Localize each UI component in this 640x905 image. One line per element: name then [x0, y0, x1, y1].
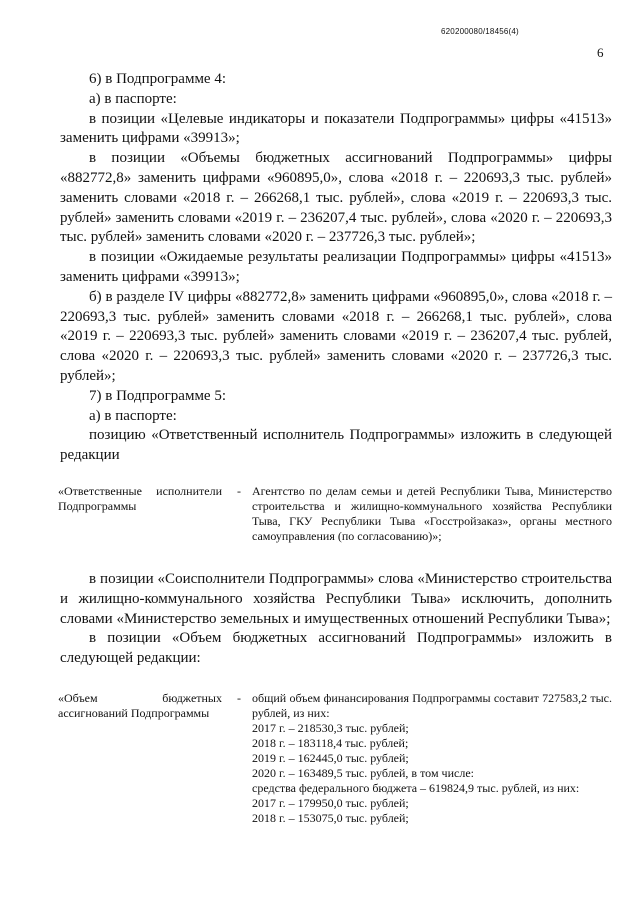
paragraph: в позиции «Ожидаемые результаты реализации Подпрограммы» цифры «41513» заменить цифрами «39913»;: [60, 249, 612, 285]
paragraph: в позиции «Соисполнители Подпрограммы» слова «Министерство строительства и жилищно-коммунального хозяйства Республики Тыва» исключить, дополнить словами «Министерство земельных и имущественных отношений Республики Тыва»;: [60, 570, 612, 627]
table-value-line: 2018 г. – 153075,0 тыс. рублей;: [252, 810, 409, 825]
table-value-line: 2018 г. – 183118,4 тыс. рублей;: [252, 735, 409, 750]
paragraph: б) в разделе IV цифры «882772,8» заменить цифрами «960895,0», слова «2018 г. – 220693,3 тыс. рублей» заменить словами «2018 г. – 266268,1 тыс. рублей», слова «2019 г. – 220693,3 тыс. рублей» заменить словами «2019 г. – 236207,4 тыс. рублей, слова «2020 г. – 220693,3 тыс. рублей» заменить словами «2020 г. – 237726,3 тыс. рублей»;: [60, 288, 612, 384]
document-code: 620200080/18456(4): [441, 27, 519, 36]
table-value-line: 2017 г. – 218530,3 тыс. рублей;: [252, 720, 409, 735]
paragraph: а) в паспорте:: [89, 407, 177, 424]
paragraph: в позиции «Объемы бюджетных ассигнований Подпрограммы» цифры «882772,8» заменить цифрами «960895,0», слова «2018 г. – 220693,3 тыс. рублей» заменить словами «2018 г. – 266268,1 тыс. рублей», слова «2019 г. – 220693,3 тыс. рублей» заменить словами «2019 г. – 236207,4 тыс. рублей», слова «2020 г. – 220693,3 тыс. рублей» заменить словами «2020 г. – 237726,3 тыс. рублей»;: [60, 150, 612, 246]
passport-table-responsible: [58, 484, 612, 544]
table-dash: -: [237, 690, 241, 705]
table-value-line: 2019 г. – 162445,0 тыс. рублей;: [252, 750, 409, 765]
paragraph: в позиции «Целевые индикаторы и показатели Подпрограммы» цифры «41513» заменить цифрами «39913»;: [60, 110, 612, 147]
table-label: «Объем бюджетных ассигнований Подпрограммы: [58, 690, 222, 720]
paragraph: 7) в Подпрограмме 5:: [89, 387, 227, 404]
passport-table-budget: [58, 691, 612, 826]
table-value: [252, 691, 612, 826]
table-value: Агентство по делам семьи и детей Республики Тыва, Министерство строительства и жилищно-коммунального хозяйства Республики Тыва, ГКУ Республики Тыва «Госстройзаказ», органы местного самоуправления (по согласованию)»;: [252, 483, 612, 543]
table-value-line: средства федерального бюджета – 619824,9 тыс. рублей, из них:: [252, 780, 580, 795]
table-label: «Ответственные исполнители Подпрограммы: [58, 483, 222, 513]
paragraph: позицию «Ответственный исполнитель Подпрограммы» изложить в следующей редакции: [60, 427, 612, 464]
table-value-line: общий объем финансирования Подпрограммы составит 727583,2 тыс. рублей, из них:: [252, 690, 612, 720]
paragraph: в позиции «Объем бюджетных ассигнований Подпрограммы» изложить в следующей редакции:: [60, 630, 612, 667]
table-dash: -: [237, 483, 241, 498]
document-body: [60, 70, 612, 826]
page-number: 6: [597, 45, 604, 60]
paragraph: а) в паспорте:: [89, 90, 177, 107]
paragraph: 6) в Подпрограмме 4:: [89, 71, 227, 87]
table-value-line: 2020 г. – 163489,5 тыс. рублей, в том числе:: [252, 765, 474, 780]
table-value-line: 2017 г. – 179950,0 тыс. рублей;: [252, 795, 409, 810]
